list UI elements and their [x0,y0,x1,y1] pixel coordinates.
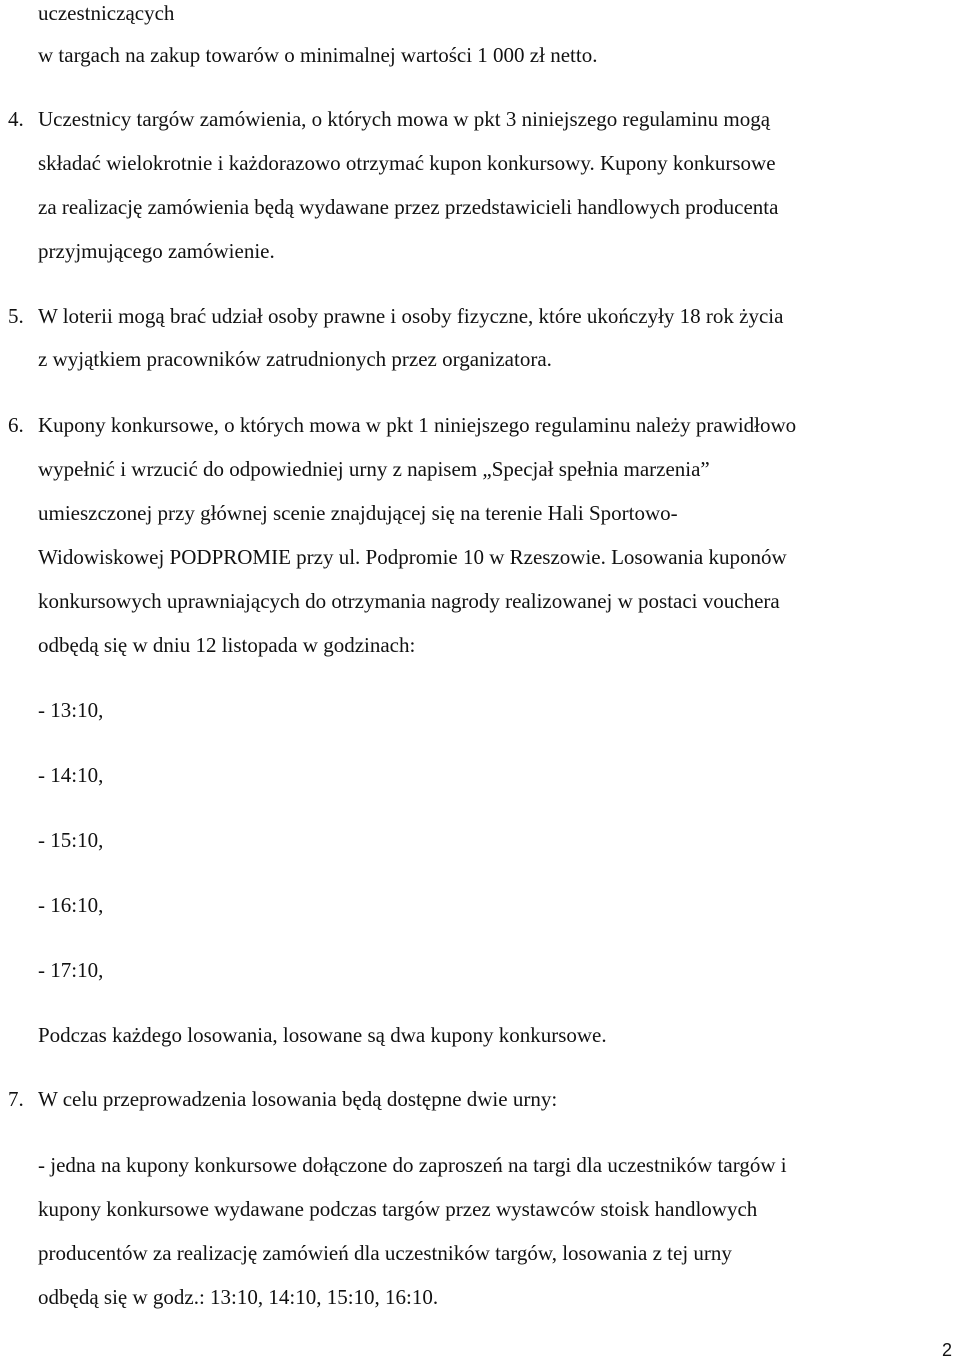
text-line: umieszczonej przy głównej scenie znajdującej się na terenie Hali Sportowo- [38,501,678,525]
text-line: odbędą się w godz.: 13:10, 14:10, 15:10, 16:10. [38,1285,439,1309]
paragraph-number: 5. [8,304,24,328]
paragraph-number: 4. [8,107,24,131]
time-list-item: - 16:10, [38,893,104,917]
text-line: składać wielokrotnie i każdorazowo otrzymać kupon konkursowy. Kupony konkursowe [38,151,776,175]
time-list-item: - 13:10, [38,698,104,722]
text-line: Kupony konkursowe, o których mowa w pkt 1 niniejszego regulaminu należy prawidłowo [38,413,797,437]
time-list-item: - 14:10, [38,763,104,787]
text-line: przyjmującego zamówienie. [38,239,275,263]
page-number: 2 [941,1340,952,1360]
text-line: W loterii mogą brać udział osoby prawne i osoby fizyczne, które ukończyły 18 rok życia [38,304,784,328]
text-line: za realizację zamówienia będą wydawane przez przedstawicieli handlowych producenta [38,195,779,219]
paragraph-number: 7. [8,1087,24,1111]
text-line: z wyjątkiem pracowników zatrudnionych przez organizatora. [38,347,552,371]
text-line: w targach na zakup towarów o minimalnej wartości 1 000 zł netto. [38,43,598,67]
text-line: wypełnić i wrzucić do odpowiedniej urny z napisem „Specjał spełnia marzenia” [38,457,710,481]
time-list-item: - 15:10, [38,828,104,852]
text-line: Widowiskowej PODPROMIE przy ul. Podpromie 10 w Rzeszowie. Losowania kuponów [38,545,787,569]
text-line: W celu przeprowadzenia losowania będą dostępne dwie urny: [38,1087,558,1111]
text-line: - jedna na kupony konkursowe dołączone do zaproszeń na targi dla uczestników targów i [38,1153,787,1177]
text-line: producentów za realizację zamówień dla uczestników targów, losowania z tej urny [38,1241,732,1265]
text-line: Uczestnicy targów zamówienia, o których mowa w pkt 3 niniejszego regulaminu mogą [38,107,771,131]
time-list-item: - 17:10, [38,958,104,982]
text-line: kupony konkursowe wydawane podczas targów przez wystawców stoisk handlowych [38,1197,758,1221]
text-line: Podczas każdego losowania, losowane są dwa kupony konkursowe. [38,1023,607,1047]
paragraph-number: 6. [8,413,24,437]
text-line: uczestniczących [38,1,175,25]
text-line: konkursowych uprawniających do otrzymania nagrody realizowanej w postaci vouchera [38,589,780,613]
text-line: odbędą się w dniu 12 listopada w godzinach: [38,633,416,657]
